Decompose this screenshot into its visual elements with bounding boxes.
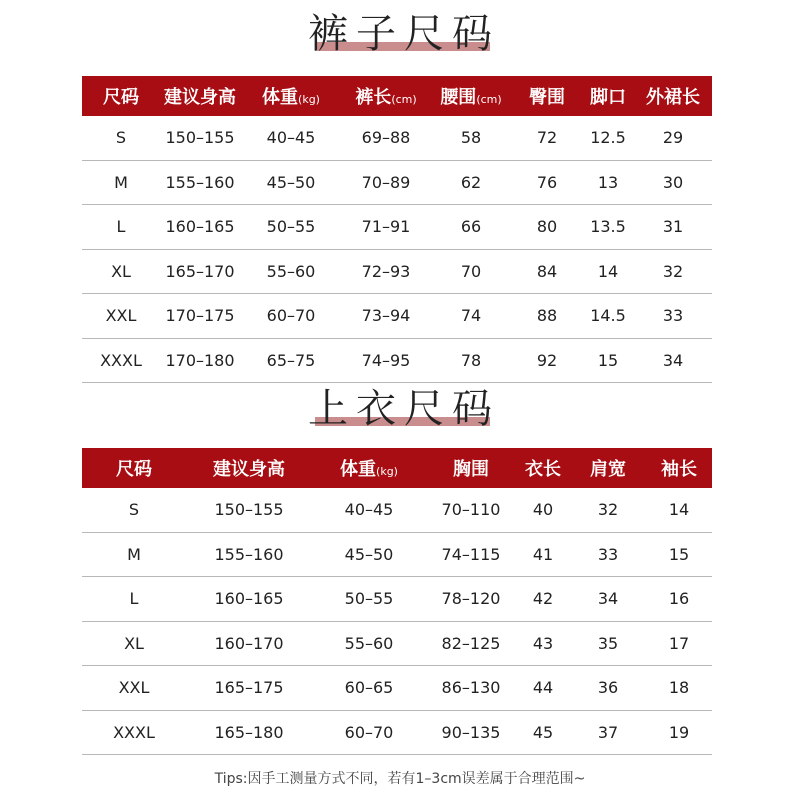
table-cell: 73–94 — [361, 306, 411, 326]
table-cell: S — [115, 128, 127, 148]
tops-title: 上衣尺码 — [308, 386, 500, 432]
pants-header-label: 裤长 — [355, 87, 392, 108]
pants-header-cell — [582, 83, 634, 109]
table-cell: 15 — [668, 544, 690, 564]
table-cell: 86–130 — [441, 678, 501, 698]
pants-header-cell — [82, 83, 160, 109]
table-cell: 41 — [532, 544, 554, 564]
tops-header-label: 肩宽 — [590, 459, 626, 480]
tops-header-unit: (kg) — [376, 465, 398, 478]
table-cell: XXL — [105, 306, 137, 326]
table-cell: 36 — [597, 678, 619, 698]
table-cell: 150–155 — [165, 128, 235, 148]
table-cell: 40–45 — [266, 128, 316, 148]
table-cell: 62 — [460, 172, 482, 192]
table-cell: 34 — [662, 350, 684, 370]
table-cell: 13.5 — [590, 217, 626, 237]
table-cell: 66 — [460, 217, 482, 237]
table-row — [82, 205, 712, 250]
table-cell: 80 — [536, 217, 558, 237]
pants-header-cell — [160, 83, 240, 109]
table-cell: 155–160 — [214, 544, 284, 564]
table-cell: 72–93 — [361, 261, 411, 281]
tops-header-label: 尺码 — [116, 459, 152, 480]
table-cell: 40–45 — [344, 500, 394, 520]
table-cell: 92 — [536, 350, 558, 370]
table-cell: 76 — [536, 172, 558, 192]
pants-header-label: 尺码 — [103, 87, 139, 108]
table-row — [82, 666, 712, 711]
tops-header-cell — [312, 455, 426, 481]
table-cell: 45–50 — [266, 172, 316, 192]
tops-header-cell — [186, 455, 312, 481]
table-cell: 69–88 — [361, 128, 411, 148]
table-cell: XXXL — [100, 350, 142, 370]
table-cell: 88 — [536, 306, 558, 326]
tops-header-cell — [516, 455, 570, 481]
table-cell: 165–175 — [214, 678, 284, 698]
table-cell: 55–60 — [266, 261, 316, 281]
table-cell: 71–91 — [361, 217, 411, 237]
table-row — [82, 294, 712, 339]
pants-header-label: 体重 — [262, 87, 299, 108]
table-cell: 74–115 — [441, 544, 501, 564]
table-row — [82, 161, 712, 206]
table-cell: 72 — [536, 128, 558, 148]
table-cell: L — [129, 589, 139, 609]
table-cell: 160–165 — [214, 589, 284, 609]
table-cell: 32 — [662, 261, 684, 281]
table-cell: S — [128, 500, 140, 520]
table-row — [82, 116, 712, 161]
table-cell: 60–70 — [344, 722, 394, 742]
table-cell: 70–110 — [441, 500, 501, 520]
table-cell: 17 — [668, 633, 690, 653]
table-cell: 32 — [597, 500, 619, 520]
table-cell: 13 — [597, 172, 619, 192]
table-cell: 29 — [662, 128, 684, 148]
pants-header-unit: (cm) — [391, 93, 417, 106]
table-cell: 78–120 — [441, 589, 501, 609]
table-cell: 150–155 — [214, 500, 284, 520]
table-cell: 40 — [532, 500, 554, 520]
table-cell: 45–50 — [344, 544, 394, 564]
pants-header-label: 腰围 — [440, 87, 477, 108]
tops-header-label: 袖长 — [661, 459, 697, 480]
table-cell: 50–55 — [344, 589, 394, 609]
table-cell: 37 — [597, 722, 619, 742]
tops-header-cell — [426, 455, 516, 481]
table-cell: XL — [124, 633, 144, 653]
tops-header-label: 体重 — [340, 459, 377, 480]
table-cell: XXXL — [113, 722, 155, 742]
pants-title: 裤子尺码 — [308, 11, 500, 57]
pants-header-label: 外裙长 — [646, 87, 700, 108]
table-cell: 60–65 — [344, 678, 394, 698]
table-row — [82, 711, 712, 756]
table-cell: 33 — [597, 544, 619, 564]
pants-header-cell — [240, 83, 342, 109]
table-cell: 84 — [536, 261, 558, 281]
tops-header-cell — [570, 455, 646, 481]
pants-header-unit: (kg) — [298, 93, 320, 106]
pants-header-cell — [512, 83, 582, 109]
table-cell: M — [114, 172, 128, 192]
table-cell: L — [116, 217, 126, 237]
table-cell: 74–95 — [361, 350, 411, 370]
table-cell: 170–175 — [165, 306, 235, 326]
table-cell: 70–89 — [361, 172, 411, 192]
tops-size-table — [82, 448, 712, 755]
table-cell: 14 — [597, 261, 619, 281]
table-cell: 74 — [460, 306, 482, 326]
table-cell: 78 — [460, 350, 482, 370]
tops-header-cell — [82, 455, 186, 481]
pants-header-cell — [342, 83, 430, 109]
table-cell: 15 — [597, 350, 619, 370]
pants-header-cell — [634, 83, 712, 109]
table-cell: XL — [111, 261, 131, 281]
table-cell: 82–125 — [441, 633, 501, 653]
table-cell: 14 — [668, 500, 690, 520]
table-cell: 170–180 — [165, 350, 235, 370]
table-cell: 14.5 — [590, 306, 626, 326]
tips-note: Tips:因手工测量方式不同，若有1–3cm误差属于合理范围~ — [214, 771, 586, 787]
table-cell: 165–170 — [165, 261, 235, 281]
table-cell: 34 — [597, 589, 619, 609]
tops-header-cell — [646, 455, 712, 481]
pants-header-row — [82, 76, 712, 116]
table-cell: 58 — [460, 128, 482, 148]
pants-size-table — [82, 76, 712, 383]
table-cell: 160–165 — [165, 217, 235, 237]
table-cell: 55–60 — [344, 633, 394, 653]
table-cell: 12.5 — [590, 128, 626, 148]
table-cell: 44 — [532, 678, 554, 698]
table-cell: 35 — [597, 633, 619, 653]
table-cell: 45 — [532, 722, 554, 742]
table-cell: 160–170 — [214, 633, 284, 653]
table-row — [82, 622, 712, 667]
table-row — [82, 488, 712, 533]
tops-header-row — [82, 448, 712, 488]
table-row — [82, 250, 712, 295]
table-cell: 50–55 — [266, 217, 316, 237]
tops-header-label: 衣长 — [525, 459, 561, 480]
table-cell: XXL — [118, 678, 150, 698]
table-cell: 90–135 — [441, 722, 501, 742]
tops-header-label: 建议身高 — [213, 459, 285, 480]
table-row — [82, 577, 712, 622]
pants-header-label: 建议身高 — [164, 87, 236, 108]
table-cell: M — [127, 544, 141, 564]
pants-header-label: 脚口 — [590, 87, 626, 108]
tops-header-label: 胸围 — [453, 459, 489, 480]
table-row — [82, 339, 712, 384]
table-cell: 43 — [532, 633, 554, 653]
table-cell: 19 — [668, 722, 690, 742]
table-cell: 42 — [532, 589, 554, 609]
table-cell: 16 — [668, 589, 690, 609]
table-cell: 155–160 — [165, 172, 235, 192]
table-cell: 60–70 — [266, 306, 316, 326]
table-cell: 30 — [662, 172, 684, 192]
table-cell: 31 — [662, 217, 684, 237]
table-cell: 65–75 — [266, 350, 316, 370]
table-cell: 165–180 — [214, 722, 284, 742]
pants-header-unit: (cm) — [476, 93, 502, 106]
table-cell: 33 — [662, 306, 684, 326]
pants-header-cell — [430, 83, 512, 109]
table-row — [82, 533, 712, 578]
pants-header-label: 臀围 — [529, 87, 565, 108]
table-cell: 70 — [460, 261, 482, 281]
table-cell: 18 — [668, 678, 690, 698]
